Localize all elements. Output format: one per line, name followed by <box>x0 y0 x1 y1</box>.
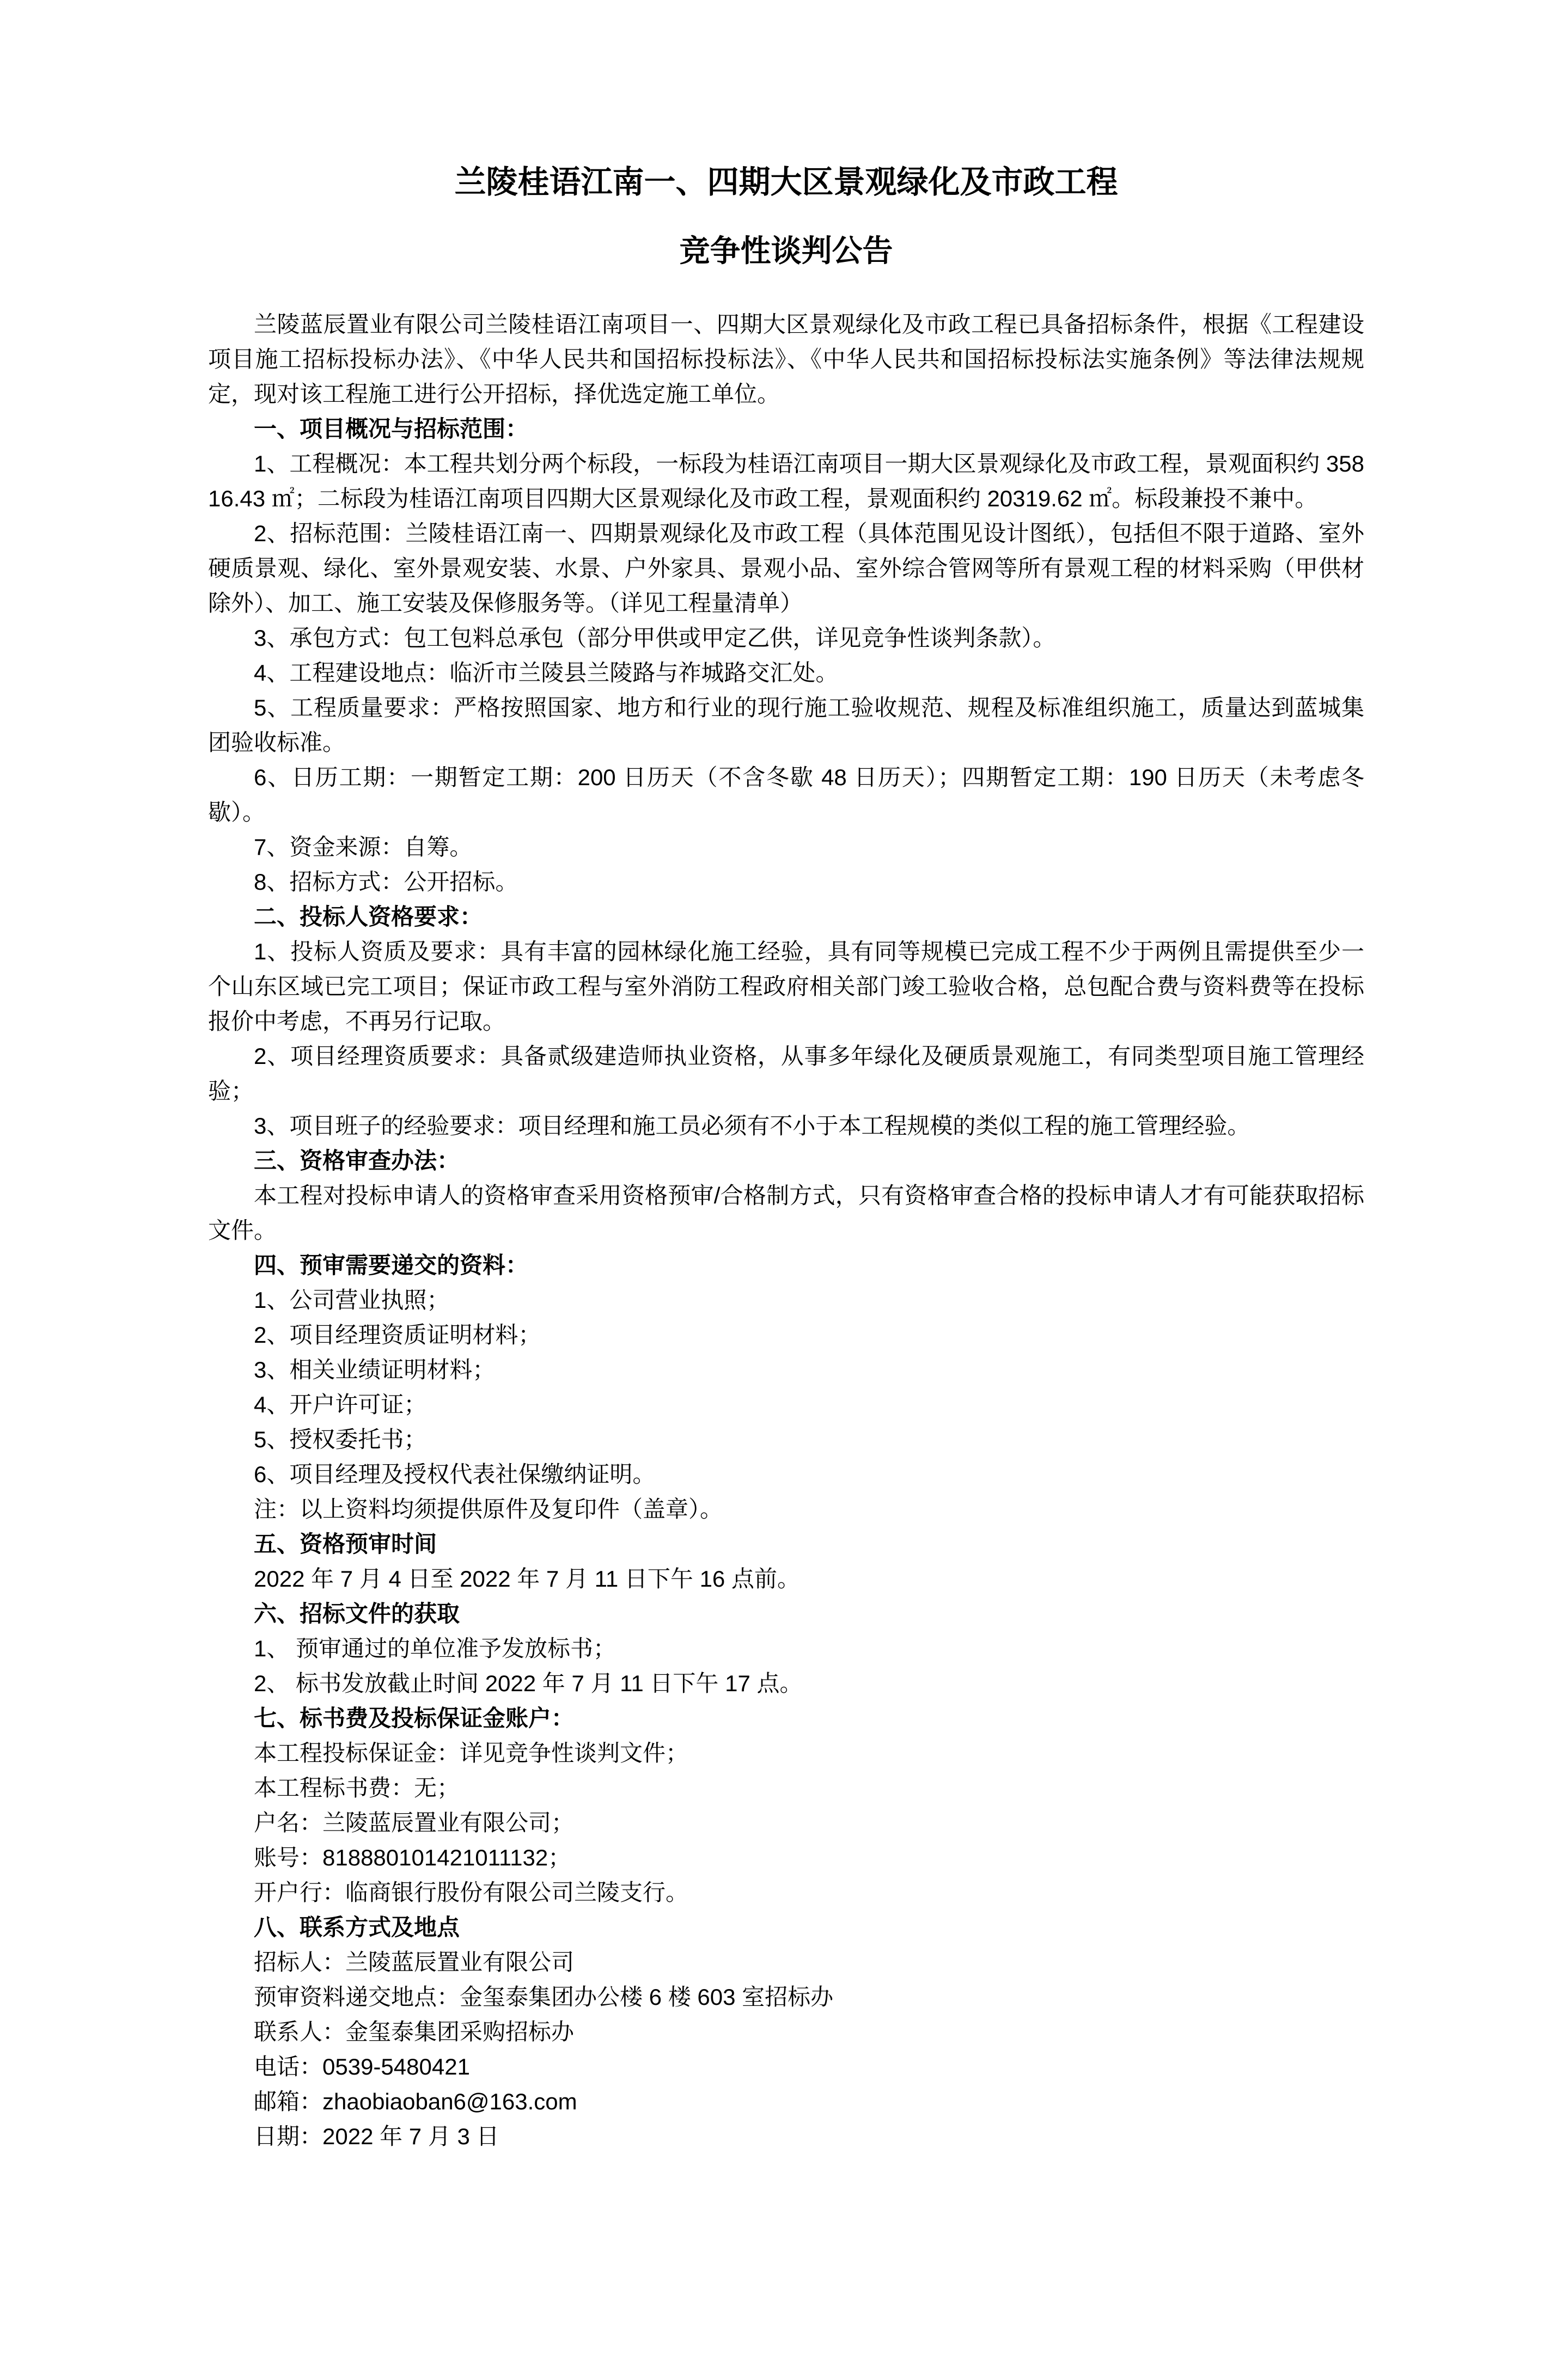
paragraph: 5、工程质量要求：严格按照国家、地方和行业的现行施工验收规范、规程及标准组织施工，质量达到蓝城集团验收标准。 <box>208 695 1364 755</box>
paragraph: 1、投标人资质及要求：具有丰富的园林绿化施工经验，具有同等规模已完成工程不少于两例且需提供至少一个山东区域已完工项目；保证市政工程与室外消防工程政府相关部门竣工验收合格，总包配合费与资料费等在投标报价中考虑，不再另行记取。 <box>208 939 1364 1034</box>
document-body <box>208 307 1364 2154</box>
paragraph: 开户行：临商银行股份有限公司兰陵支行。 <box>254 1880 689 1905</box>
paragraph: 1、 预审通过的单位准予发放标书； <box>254 1636 617 1661</box>
paragraph: 2、 标书发放截止时间 2022 年 7 月 11 日下午 17 点。 <box>254 1671 803 1696</box>
section-heading: 三、资格审查办法： <box>254 1148 460 1173</box>
section-heading: 二、投标人资格要求： <box>254 904 483 929</box>
paragraph: 7、资金来源：自筹。 <box>254 834 473 860</box>
paragraph: 4、开户许可证； <box>254 1392 427 1417</box>
paragraph: 电话：0539-5480421 <box>254 2054 470 2079</box>
paragraph: 3、项目班子的经验要求：项目经理和施工员必须有不小于本工程规模的类似工程的施工管理经验。 <box>254 1113 1250 1139</box>
paragraph: 联系人：金玺泰集团采购招标办 <box>254 2019 575 2045</box>
section-heading: 六、招标文件的获取 <box>254 1601 460 1626</box>
paragraph: 3、承包方式：包工包料总承包（部分甲供或甲定乙供，详见竞争性谈判条款）。 <box>254 625 1056 651</box>
section-heading: 四、预审需要递交的资料： <box>254 1252 529 1278</box>
paragraph: 兰陵蓝辰置业有限公司兰陵桂语江南项目一、四期大区景观绿化及市政工程已具备招标条件，根据《工程建设项目施工招标投标办法》、《中华人民共和国招标投标法》、《中华人民共和国招标投标法实施条例》等法律法规规定，现对该工程施工进行公开招标，择优选定施工单位。 <box>208 311 1364 407</box>
paragraph: 本工程标书费：无； <box>254 1775 460 1801</box>
paragraph: 2022 年 7 月 4 日至 2022 年 7 月 11 日下午 16 点前。 <box>254 1566 800 1592</box>
paragraph: 2、项目经理资质证明材料； <box>254 1322 541 1348</box>
paragraph: 6、项目经理及授权代表社保缴纳证明。 <box>254 1461 656 1487</box>
document-title: 兰陵桂语江南一、四期大区景观绿化及市政工程 <box>454 164 1118 200</box>
paragraph: 本工程投标保证金：详见竞争性谈判文件； <box>254 1740 689 1766</box>
section-heading: 八、联系方式及地点 <box>254 1914 460 1940</box>
paragraph: 6、日历工期：一期暂定工期：200 日历天（不含冬歇 48 日历天）；四期暂定工期：190 日历天（未考虑冬歇）。 <box>208 764 1364 825</box>
paragraph: 3、相关业绩证明材料； <box>254 1357 496 1382</box>
paragraph: 1、工程概况：本工程共划分两个标段，一标段为桂语江南项目一期大区景观绿化及市政工程，景观面积约 35816.43 ㎡；二标段为桂语江南项目四期大区景观绿化及市政工程，景观面积约 20319.62 ㎡。标段兼投不兼中。 <box>208 451 1364 511</box>
section-heading: 七、标书费及投标保证金账户： <box>254 1705 575 1731</box>
paragraph: 账号：818880101421011132； <box>254 1845 571 1870</box>
paragraph: 5、授权委托书； <box>254 1427 427 1452</box>
paragraph: 2、项目经理资质要求：具备贰级建造师执业资格，从事多年绿化及硬质景观施工，有同类型项目施工管理经验； <box>208 1043 1364 1104</box>
paragraph: 邮箱：zhaobiaoban6@163.com <box>254 2089 577 2114</box>
paragraph: 注：以上资料均须提供原件及复印件（盖章）。 <box>254 1496 723 1522</box>
paragraph: 2、招标范围：兰陵桂语江南一、四期景观绿化及市政工程（具体范围见设计图纸），包括但不限于道路、室外硬质景观、绿化、室外景观安装、水景、户外家具、景观小品、室外综合管网等所有景观工程的材料采购（甲供材除外）、加工、施工安装及保修服务等。（详见工程量清单） <box>208 521 1364 616</box>
paragraph: 本工程对投标申请人的资格审查采用资格预审/合格制方式，只有资格审查合格的投标申请人才有可能获取招标文件。 <box>208 1183 1364 1243</box>
section-heading: 一、项目概况与招标范围： <box>254 416 529 442</box>
section-heading: 五、资格预审时间 <box>254 1531 437 1557</box>
paragraph: 预审资料递交地点：金玺泰集团办公楼 6 楼 603 室招标办 <box>254 1984 834 2010</box>
paragraph: 8、招标方式：公开招标。 <box>254 869 518 895</box>
paragraph: 招标人：兰陵蓝辰置业有限公司 <box>254 1949 575 1975</box>
paragraph: 4、工程建设地点：临沂市兰陵县兰陵路与祚城路交汇处。 <box>254 660 839 686</box>
paragraph: 日期：2022 年 7 月 3 日 <box>254 2124 499 2149</box>
paragraph: 1、公司营业执照； <box>254 1287 450 1313</box>
paragraph: 户名：兰陵蓝辰置业有限公司； <box>254 1810 575 1836</box>
document-subtitle: 竞争性谈判公告 <box>679 234 893 268</box>
